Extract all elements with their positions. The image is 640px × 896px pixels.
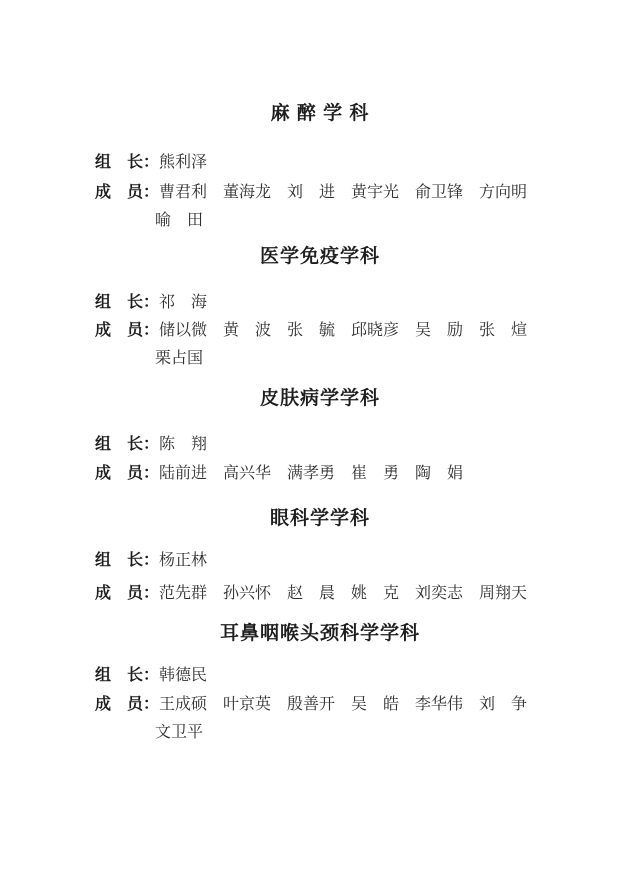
leader-row <box>95 153 207 172</box>
section-title-otolaryngology: 耳鼻咽喉头颈科学学科 <box>219 623 420 644</box>
members-row-continued <box>155 723 203 742</box>
leader-name: 韩德民 <box>159 667 208 684</box>
members-names: 曹君利 董海龙 刘 进 黄宇光 俞卫锋 方向明 <box>159 184 528 201</box>
members-names: 范先群 孙兴怀 赵 晨 姚 克 刘奕志 周翔天 <box>159 585 528 602</box>
section-title-anesthesiology: 麻 醉 学 科 <box>270 103 370 124</box>
leader-label: 组 长： <box>95 552 160 569</box>
members-row <box>95 183 527 202</box>
members-names: 文卫平 <box>155 724 204 741</box>
leader-label: 组 长： <box>95 436 160 453</box>
members-row-continued <box>155 349 203 368</box>
members-row <box>95 584 527 603</box>
section-title-immunology: 医学免疫学科 <box>259 246 380 267</box>
members-label: 成 员： <box>95 585 160 602</box>
members-names: 喻 田 <box>155 212 204 229</box>
section-title-dermatology: 皮肤病学学科 <box>259 388 380 409</box>
leader-label: 组 长： <box>95 294 160 311</box>
members-label: 成 员： <box>95 696 160 713</box>
leader-row <box>95 435 207 454</box>
members-names: 储以微 黄 波 张 毓 邱晓彦 吴 励 张 煊 <box>159 322 528 339</box>
members-names: 陆前进 高兴华 满孝勇 崔 勇 陶 娟 <box>159 465 464 482</box>
members-row <box>95 464 463 483</box>
leader-label: 组 长： <box>95 667 160 684</box>
leader-row <box>95 666 207 685</box>
members-names: 栗占国 <box>155 350 204 367</box>
members-label: 成 员： <box>95 184 160 201</box>
members-label: 成 员： <box>95 322 160 339</box>
members-names: 王成硕 叶京英 殷善开 吴 皓 李华伟 刘 争 <box>159 696 528 713</box>
members-row <box>95 321 527 340</box>
members-label: 成 员： <box>95 465 160 482</box>
members-row <box>95 695 527 714</box>
leader-row <box>95 293 207 312</box>
leader-name: 杨正林 <box>159 552 208 569</box>
leader-label: 组 长： <box>95 154 160 171</box>
leader-name: 熊利泽 <box>159 154 208 171</box>
leader-name: 陈 翔 <box>159 436 208 453</box>
members-row-continued <box>155 211 203 230</box>
section-title-ophthalmology: 眼科学学科 <box>269 508 370 529</box>
leader-name: 祁 海 <box>159 294 208 311</box>
leader-row <box>95 551 207 570</box>
